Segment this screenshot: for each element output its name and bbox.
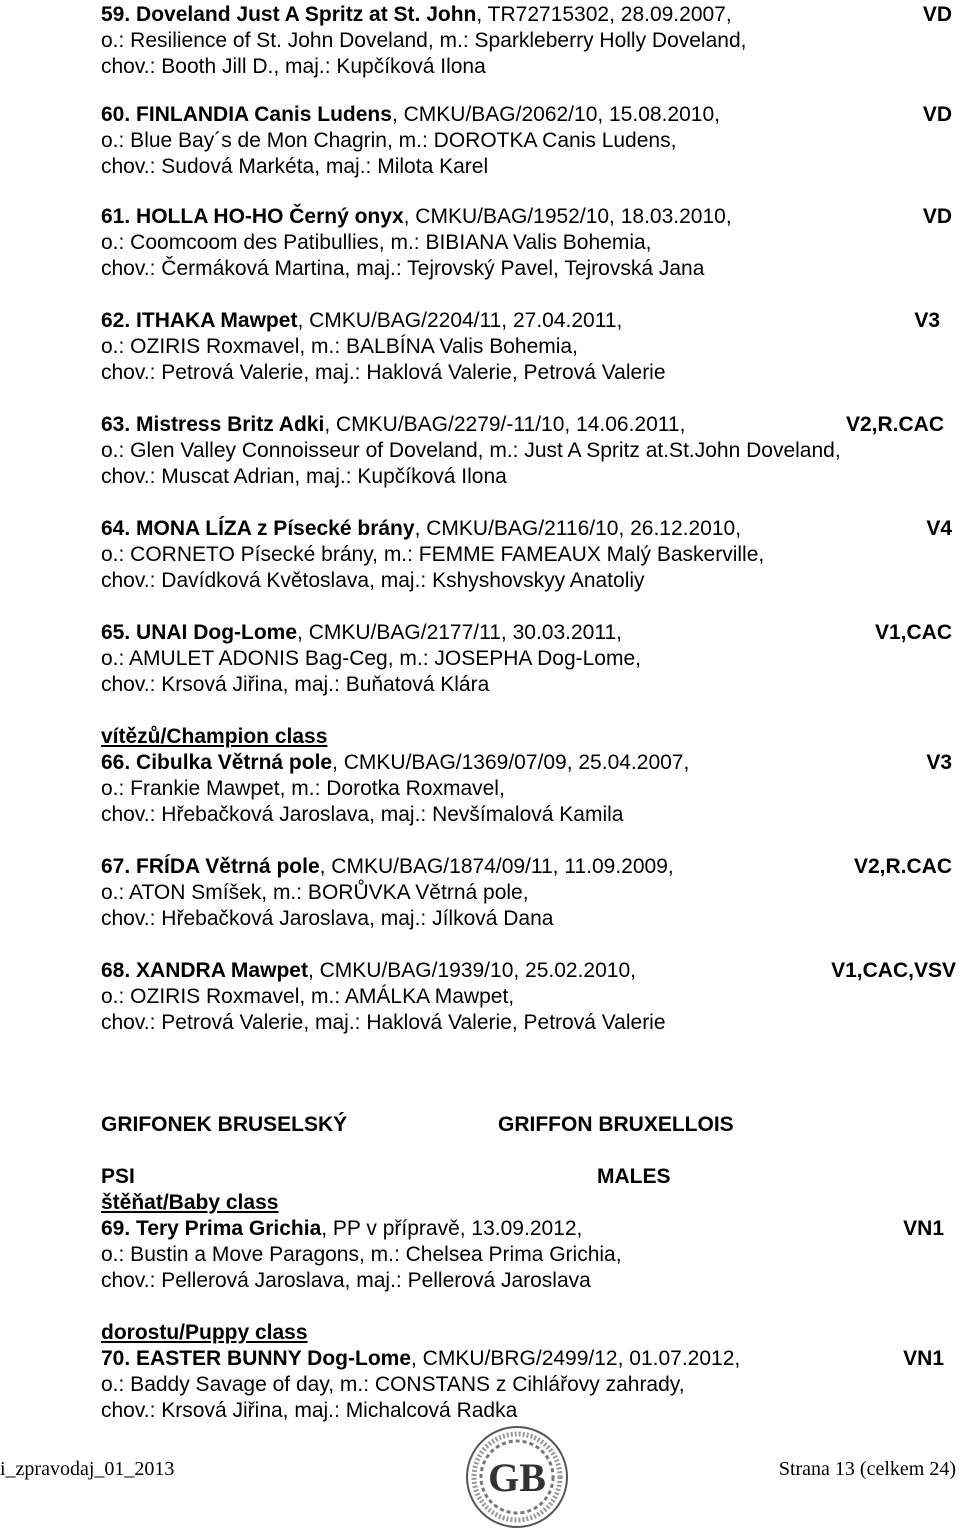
entry-64-title: 64. MONA LÍZA z Písecké brány, CMKU/BAG/2116/10, 26.12.2010, <box>101 517 742 540</box>
logo-monogram: GB <box>488 1455 546 1500</box>
entry-69-grade: VN1 <box>903 1217 944 1240</box>
entry-68-grade: V1,CAC,VSV <box>831 959 956 982</box>
entry-70-grade: VN1 <box>903 1347 944 1370</box>
entry-69-parents: o.: Bustin a Move Paragons, m.: Chelsea Prima Grichia, <box>101 1243 622 1266</box>
entry-60-owners: chov.: Sudová Markéta, maj.: Milota Karel <box>101 155 489 178</box>
entry-65-title: 65. UNAI Dog-Lome, CMKU/BAG/2177/11, 30.03.2011, <box>101 621 622 644</box>
entry-67-grade: V2,R.CAC <box>853 855 952 878</box>
entry-66-parents: o.: Frankie Mawpet, m.: Dorotka Roxmavel, <box>101 777 505 800</box>
entry-62-owners: chov.: Petrová Valerie, maj.: Haklová Valerie, Petrová Valerie <box>101 361 666 384</box>
entry-67-owners: chov.: Hřebačková Jaroslava, maj.: Jílková Dana <box>101 907 554 930</box>
entry-69-title: 69. Tery Prima Grichia, PP v přípravě, 13.09.2012, <box>101 1217 583 1240</box>
club-logo <box>465 1425 569 1529</box>
entry-59-grade: VD <box>922 3 952 26</box>
entry-59-owners: chov.: Booth Jill D., maj.: Kupčíková Ilona <box>101 55 486 78</box>
entry-68-owners: chov.: Petrová Valerie, maj.: Haklová Valerie, Petrová Valerie <box>101 1011 666 1034</box>
entry-61-grade: VD <box>922 205 952 228</box>
entry-66-grade: V3 <box>926 751 952 774</box>
footer-publication: i_zpravodaj_01_2013 <box>0 1458 175 1480</box>
entry-63-grade: V2,R.CAC <box>845 413 944 436</box>
class-heading-baby: štěňat/Baby class <box>101 1191 279 1214</box>
class-heading-champion: vítězů/Champion class <box>101 725 328 748</box>
entry-63-owners: chov.: Muscat Adrian, maj.: Kupčíková Ilona <box>101 465 507 488</box>
breed-name-fr: GRIFFON BRUXELLOIS <box>498 1113 734 1136</box>
footer-page-number: Strana 13 (celkem 24) <box>778 1458 956 1480</box>
sex-label-en: MALES <box>597 1165 671 1188</box>
class-heading-puppy: dorostu/Puppy class <box>101 1321 308 1344</box>
entry-66-owners: chov.: Hřebačková Jaroslava, maj.: Nevšímalová Kamila <box>101 803 624 826</box>
sex-label-cz: PSI <box>101 1165 135 1188</box>
entry-67-title: 67. FRÍDA Větrná pole, CMKU/BAG/1874/09/11, 11.09.2009, <box>101 855 674 878</box>
entry-66-title: 66. Cibulka Větrná pole, CMKU/BAG/1369/07/09, 25.04.2007, <box>101 751 690 774</box>
entry-65-grade: V1,CAC <box>874 621 952 644</box>
entry-68-parents: o.: OZIRIS Roxmavel, m.: AMÁLKA Mawpet, <box>101 985 515 1008</box>
entry-60-grade: VD <box>922 103 952 126</box>
entry-62-title: 62. ITHAKA Mawpet, CMKU/BAG/2204/11, 27.04.2011, <box>101 309 623 332</box>
entry-60-parents: o.: Blue Bay´s de Mon Chagrin, m.: DOROTKA Canis Ludens, <box>101 129 677 152</box>
entry-67-parents: o.: ATON Smíšek, m.: BORŮVKA Větrná pole, <box>101 881 529 904</box>
entry-63-title: 63. Mistress Britz Adki, CMKU/BAG/2279/-11/10, 14.06.2011, <box>101 413 686 436</box>
entry-61-owners: chov.: Čermáková Martina, maj.: Tejrovský Pavel, Tejrovská Jana <box>101 257 705 280</box>
entry-70-owners: chov.: Krsová Jiřina, maj.: Michalcová Radka <box>101 1399 518 1422</box>
entry-63-parents: o.: Glen Valley Connoisseur of Doveland, m.: Just A Spritz at.St.John Doveland, <box>101 439 841 462</box>
entry-59-parents: o.: Resilience of St. John Doveland, m.: Sparkleberry Holly Doveland, <box>101 29 747 52</box>
entry-61-parents: o.: Coomcoom des Patibullies, m.: BIBIANA Valis Bohemia, <box>101 231 652 254</box>
entry-61-title: 61. HOLLA HO-HO Černý onyx, CMKU/BAG/1952/10, 18.03.2010, <box>101 205 732 228</box>
entry-64-owners: chov.: Davídková Květoslava, maj.: Kshyshovskyy Anatoliy <box>101 569 645 592</box>
entry-59-title: 59. Doveland Just A Spritz at St. John, TR72715302, 28.09.2007, <box>101 3 732 26</box>
entry-62-grade: V3 <box>914 309 940 332</box>
breed-name-cz: GRIFONEK BRUSELSKÝ <box>101 1113 348 1136</box>
entry-68-title: 68. XANDRA Mawpet, CMKU/BAG/1939/10, 25.02.2010, <box>101 959 636 982</box>
entry-70-title: 70. EASTER BUNNY Dog-Lome, CMKU/BRG/2499/12, 01.07.2012, <box>101 1347 741 1370</box>
entry-64-parents: o.: CORNETO Písecké brány, m.: FEMME FAMEAUX Malý Baskerville, <box>101 543 765 566</box>
entry-69-owners: chov.: Pellerová Jaroslava, maj.: Pellerová Jaroslava <box>101 1269 591 1292</box>
entry-62-parents: o.: OZIRIS Roxmavel, m.: BALBÍNA Valis Bohemia, <box>101 335 578 358</box>
entry-65-owners: chov.: Krsová Jiřina, maj.: Buňatová Klára <box>101 673 490 696</box>
entry-64-grade: V4 <box>926 517 952 540</box>
entry-60-title: 60. FINLANDIA Canis Ludens, CMKU/BAG/2062/10, 15.08.2010, <box>101 103 720 126</box>
entry-65-parents: o.: AMULET ADONIS Bag-Ceg, m.: JOSEPHA Dog-Lome, <box>101 647 641 670</box>
entry-70-parents: o.: Baddy Savage of day, m.: CONSTANS z Cihlářovy zahrady, <box>101 1373 685 1396</box>
